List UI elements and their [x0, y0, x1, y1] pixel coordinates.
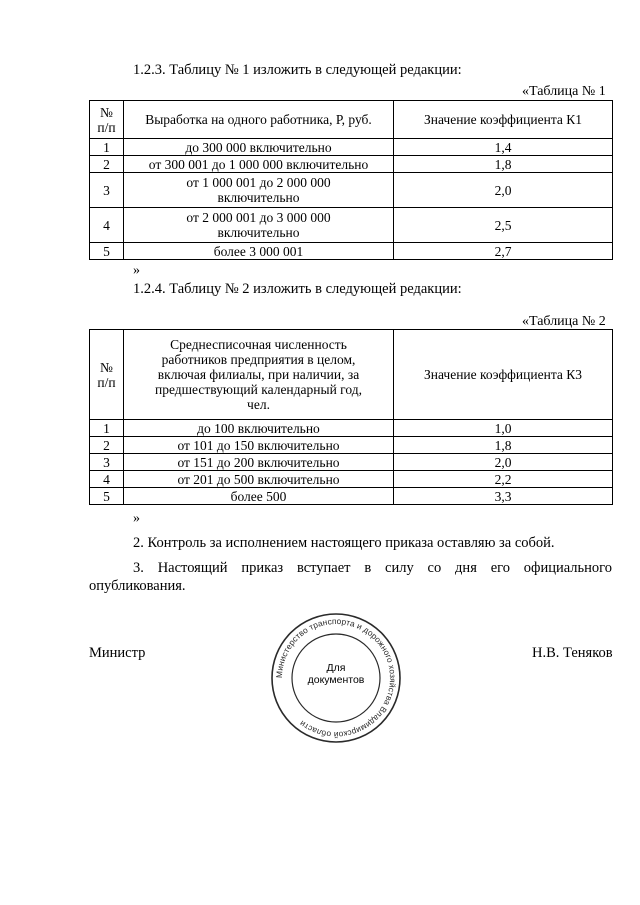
- table-cell: 2,2: [394, 471, 613, 488]
- table-cell: 1: [90, 420, 124, 437]
- table-cell: от 101 до 150 включительно: [124, 437, 394, 454]
- table2-caption: «Таблица № 2: [522, 314, 606, 329]
- table-cell: более 3 000 001: [124, 243, 394, 260]
- table-cell: от 300 001 до 1 000 000 включительно: [124, 156, 394, 173]
- table-row: [90, 139, 613, 156]
- table-cell: 1,8: [394, 437, 613, 454]
- table-cell: 1,4: [394, 139, 613, 156]
- table-cell: от 2 000 001 до 3 000 000 включительно: [124, 208, 394, 243]
- table2-header-row: [90, 330, 613, 420]
- table-cell: до 300 000 включительно: [124, 139, 394, 156]
- table1-header-row: [90, 101, 613, 139]
- table-cell: 2,5: [394, 208, 613, 243]
- table2: [89, 329, 613, 505]
- table-cell: 2: [90, 437, 124, 454]
- table-cell: от 1 000 001 до 2 000 000 включительно: [124, 173, 394, 208]
- table1-close-quote: »: [133, 263, 140, 278]
- signature-name: Н.В. Теняков: [532, 645, 613, 661]
- stamp-center-line1: Для: [326, 662, 346, 674]
- table-row: [90, 437, 613, 454]
- table-row: [90, 173, 613, 208]
- table-cell: 1,0: [394, 420, 613, 437]
- table-row: [90, 208, 613, 243]
- table-cell: 5: [90, 488, 124, 505]
- stamp-center-line2: документов: [307, 674, 365, 686]
- stamp-ring-text: Министерство транспорта и дорожного хозяйства Владимирской области: [273, 615, 399, 741]
- table2-header-coef: Значение коэффициента К3: [394, 330, 613, 420]
- table2-close-quote: »: [133, 511, 140, 526]
- table-cell: 3: [90, 173, 124, 208]
- table1-header-num: № п/п: [90, 101, 124, 139]
- table-cell: 3: [90, 454, 124, 471]
- official-stamp: [270, 612, 402, 744]
- table-cell: более 500: [124, 488, 394, 505]
- table-cell: 2,0: [394, 173, 613, 208]
- table2-header-headcount: Среднесписочная численность работников предприятия в целом, включая филиалы, при наличии, за предшествующий календарный год, чел.: [124, 330, 394, 420]
- table-cell: 3,3: [394, 488, 613, 505]
- table2-header-num: № п/п: [90, 330, 124, 420]
- table-row: [90, 454, 613, 471]
- table1-caption: «Таблица № 1: [522, 84, 606, 99]
- table-cell: 2: [90, 156, 124, 173]
- table1-header-coef: Значение коэффициента К1: [394, 101, 613, 139]
- signature-position: Министр: [89, 645, 146, 661]
- table-cell: 2,0: [394, 454, 613, 471]
- table-row: [90, 471, 613, 488]
- table-row: [90, 420, 613, 437]
- table-cell: от 201 до 500 включительно: [124, 471, 394, 488]
- table-cell: 1,8: [394, 156, 613, 173]
- table-cell: 4: [90, 208, 124, 243]
- item-1-2-4: 1.2.4. Таблицу № 2 изложить в следующей редакции:: [133, 281, 462, 297]
- item-1-2-3: 1.2.3. Таблицу № 1 изложить в следующей редакции:: [133, 62, 462, 78]
- paragraph-3: 3. Настоящий приказ вступает в силу со дня его официального опубликования.: [89, 560, 612, 594]
- table-cell: 2,7: [394, 243, 613, 260]
- table1-header-output: Выработка на одного работника, Р, руб.: [124, 101, 394, 139]
- table-cell: от 151 до 200 включительно: [124, 454, 394, 471]
- table-cell: 5: [90, 243, 124, 260]
- paragraph-2: 2. Контроль за исполнением настоящего приказа оставляю за собой.: [133, 535, 555, 551]
- table-row: [90, 156, 613, 173]
- table-cell: 4: [90, 471, 124, 488]
- table-row: [90, 243, 613, 260]
- table-cell: 1: [90, 139, 124, 156]
- table1: [89, 100, 613, 260]
- table-cell: до 100 включительно: [124, 420, 394, 437]
- table-row: [90, 488, 613, 505]
